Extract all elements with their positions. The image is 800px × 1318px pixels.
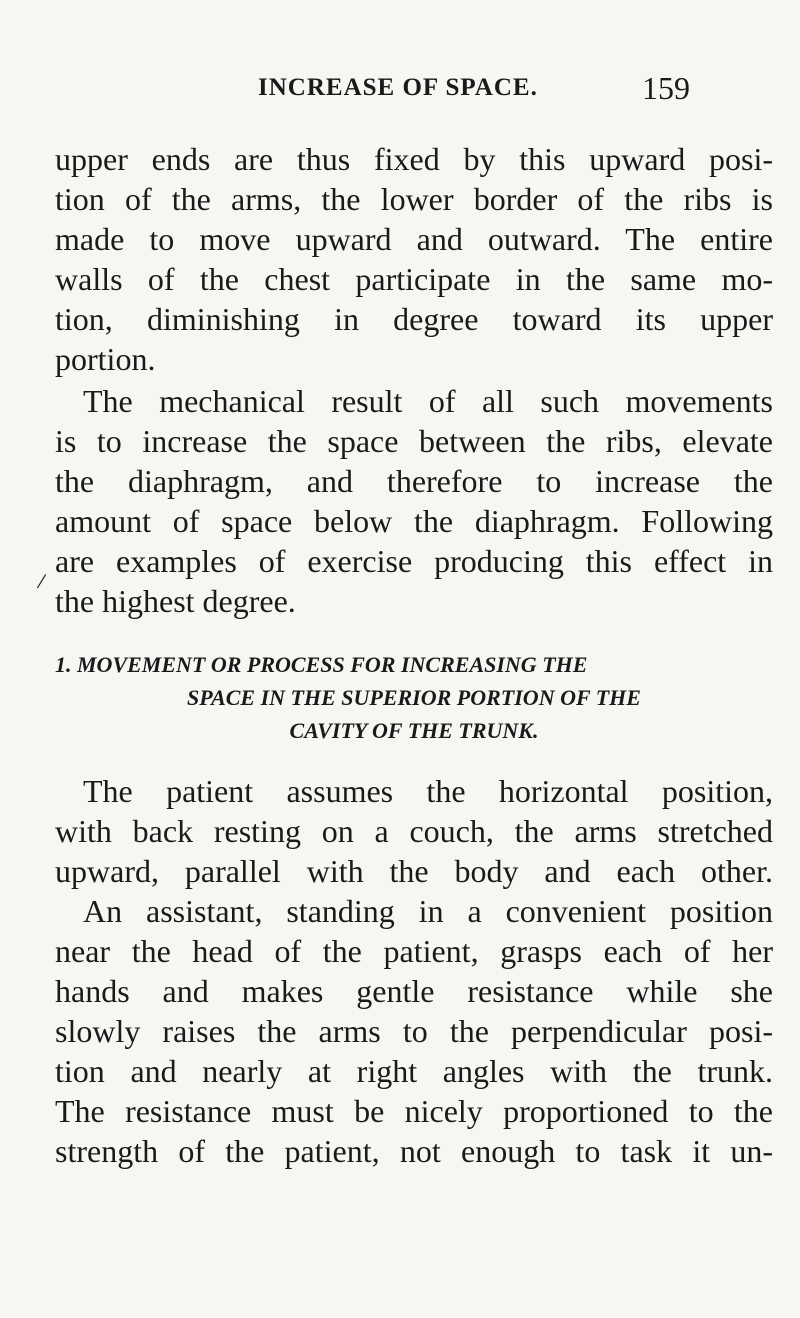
text-line: walls of the chest participate in the same mo- — [55, 261, 773, 297]
text-line: The mechanical result of all such movements — [83, 383, 773, 419]
text-line: amount of space below the diaphragm. Following — [55, 503, 773, 539]
text-line: tion, diminishing in degree toward its upper — [55, 301, 773, 337]
section-heading-line: CAVITY OF THE TRUNK. — [289, 718, 539, 743]
text-line: near the head of the patient, grasps each of her — [55, 933, 773, 969]
running-head: INCREASE OF SPACE. — [258, 74, 538, 101]
text-line: tion and nearly at right angles with the trunk. — [55, 1053, 773, 1089]
text-line: with back resting on a couch, the arms stretched — [55, 813, 773, 849]
text-line: is to increase the space between the ribs, elevate — [55, 423, 773, 459]
text-line: made to move upward and outward. The entire — [55, 221, 773, 257]
text-line: strength of the patient, not enough to task it un- — [55, 1133, 773, 1169]
section-heading-line: SPACE IN THE SUPERIOR PORTION OF THE — [187, 685, 641, 710]
section-heading-line: 1. MOVEMENT OR PROCESS FOR INCREASING THE — [55, 652, 588, 677]
page-number: 159 — [642, 70, 690, 106]
text-line: The patient assumes the horizontal position, — [83, 773, 773, 809]
text-line: portion. — [55, 341, 156, 377]
text-line: are examples of exercise producing this effect in — [55, 543, 773, 579]
text-line: tion of the arms, the lower border of the ribs is — [55, 181, 773, 217]
text-line: An assistant, standing in a convenient position — [83, 893, 773, 929]
text-line: the diaphragm, and therefore to increase the — [55, 463, 773, 499]
text-line: The resistance must be nicely proportioned to the — [55, 1093, 773, 1129]
page-header — [0, 70, 800, 114]
text-line: upward, parallel with the body and each other. — [55, 853, 773, 889]
text-line: slowly raises the arms to the perpendicular posi- — [55, 1013, 773, 1049]
text-line: upper ends are thus fixed by this upward posi- — [55, 141, 773, 177]
text-line: hands and makes gentle resistance while she — [55, 973, 773, 1009]
margin-tick-mark: ⁄ — [40, 572, 44, 593]
text-line: the highest degree. — [55, 583, 296, 619]
